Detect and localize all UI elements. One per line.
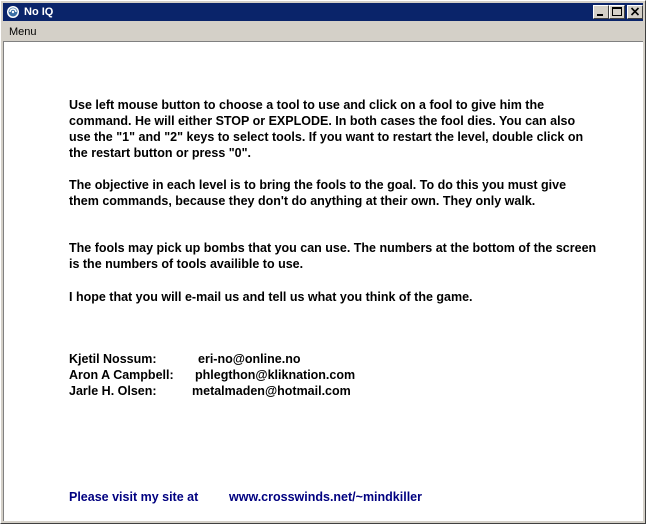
footer-visit-text xyxy=(69,490,422,504)
contact-list xyxy=(69,351,469,399)
content-area xyxy=(3,41,643,521)
contact-name: Jarle H. Olsen: xyxy=(69,384,157,398)
window-title: No IQ xyxy=(24,6,54,18)
feedback-paragraph: I hope that you will e-mail us and tell us what you think of the game. xyxy=(69,290,473,304)
contact-row xyxy=(69,367,469,383)
menu-item-menu[interactable]: Menu xyxy=(9,26,37,38)
objective-paragraph: The objective in each level is to bring the fools to the goal. To do this you must give them commands, because they don't do anything at their own. They only walk. xyxy=(69,178,567,208)
website-link[interactable]: www.crosswinds.net/~mindkiller xyxy=(229,490,422,504)
instructions-paragraph: Use left mouse button to choose a tool to use and click on a fool to give him the command. He will either STOP or EXPLODE. In both cases the fool dies. You can also use the "1" and "2" keys to select tools. If you want to restart the level, double click on the restart button or press "0". xyxy=(69,98,584,160)
footer-prefix: Please visit my site at xyxy=(69,490,199,504)
title-bar[interactable] xyxy=(3,3,643,21)
contact-email: eri-no@online.no xyxy=(198,352,301,366)
contact-name: Kjetil Nossum: xyxy=(69,352,157,366)
contact-row xyxy=(69,351,469,367)
contact-email: phlegthon@kliknation.com xyxy=(195,368,356,382)
minimize-button[interactable] xyxy=(593,5,609,19)
close-button[interactable] xyxy=(627,5,643,19)
maximize-button[interactable] xyxy=(609,5,625,19)
bombs-paragraph: The fools may pick up bombs that you can use. The numbers at the bottom of the screen is the numbers of tools availible to use. xyxy=(69,241,597,271)
app-icon[interactable] xyxy=(6,5,20,19)
contact-email: metalmaden@hotmail.com xyxy=(192,384,351,398)
contact-name: Aron A Campbell: xyxy=(69,368,174,382)
contact-row xyxy=(69,383,469,399)
menu-bar xyxy=(3,22,643,41)
